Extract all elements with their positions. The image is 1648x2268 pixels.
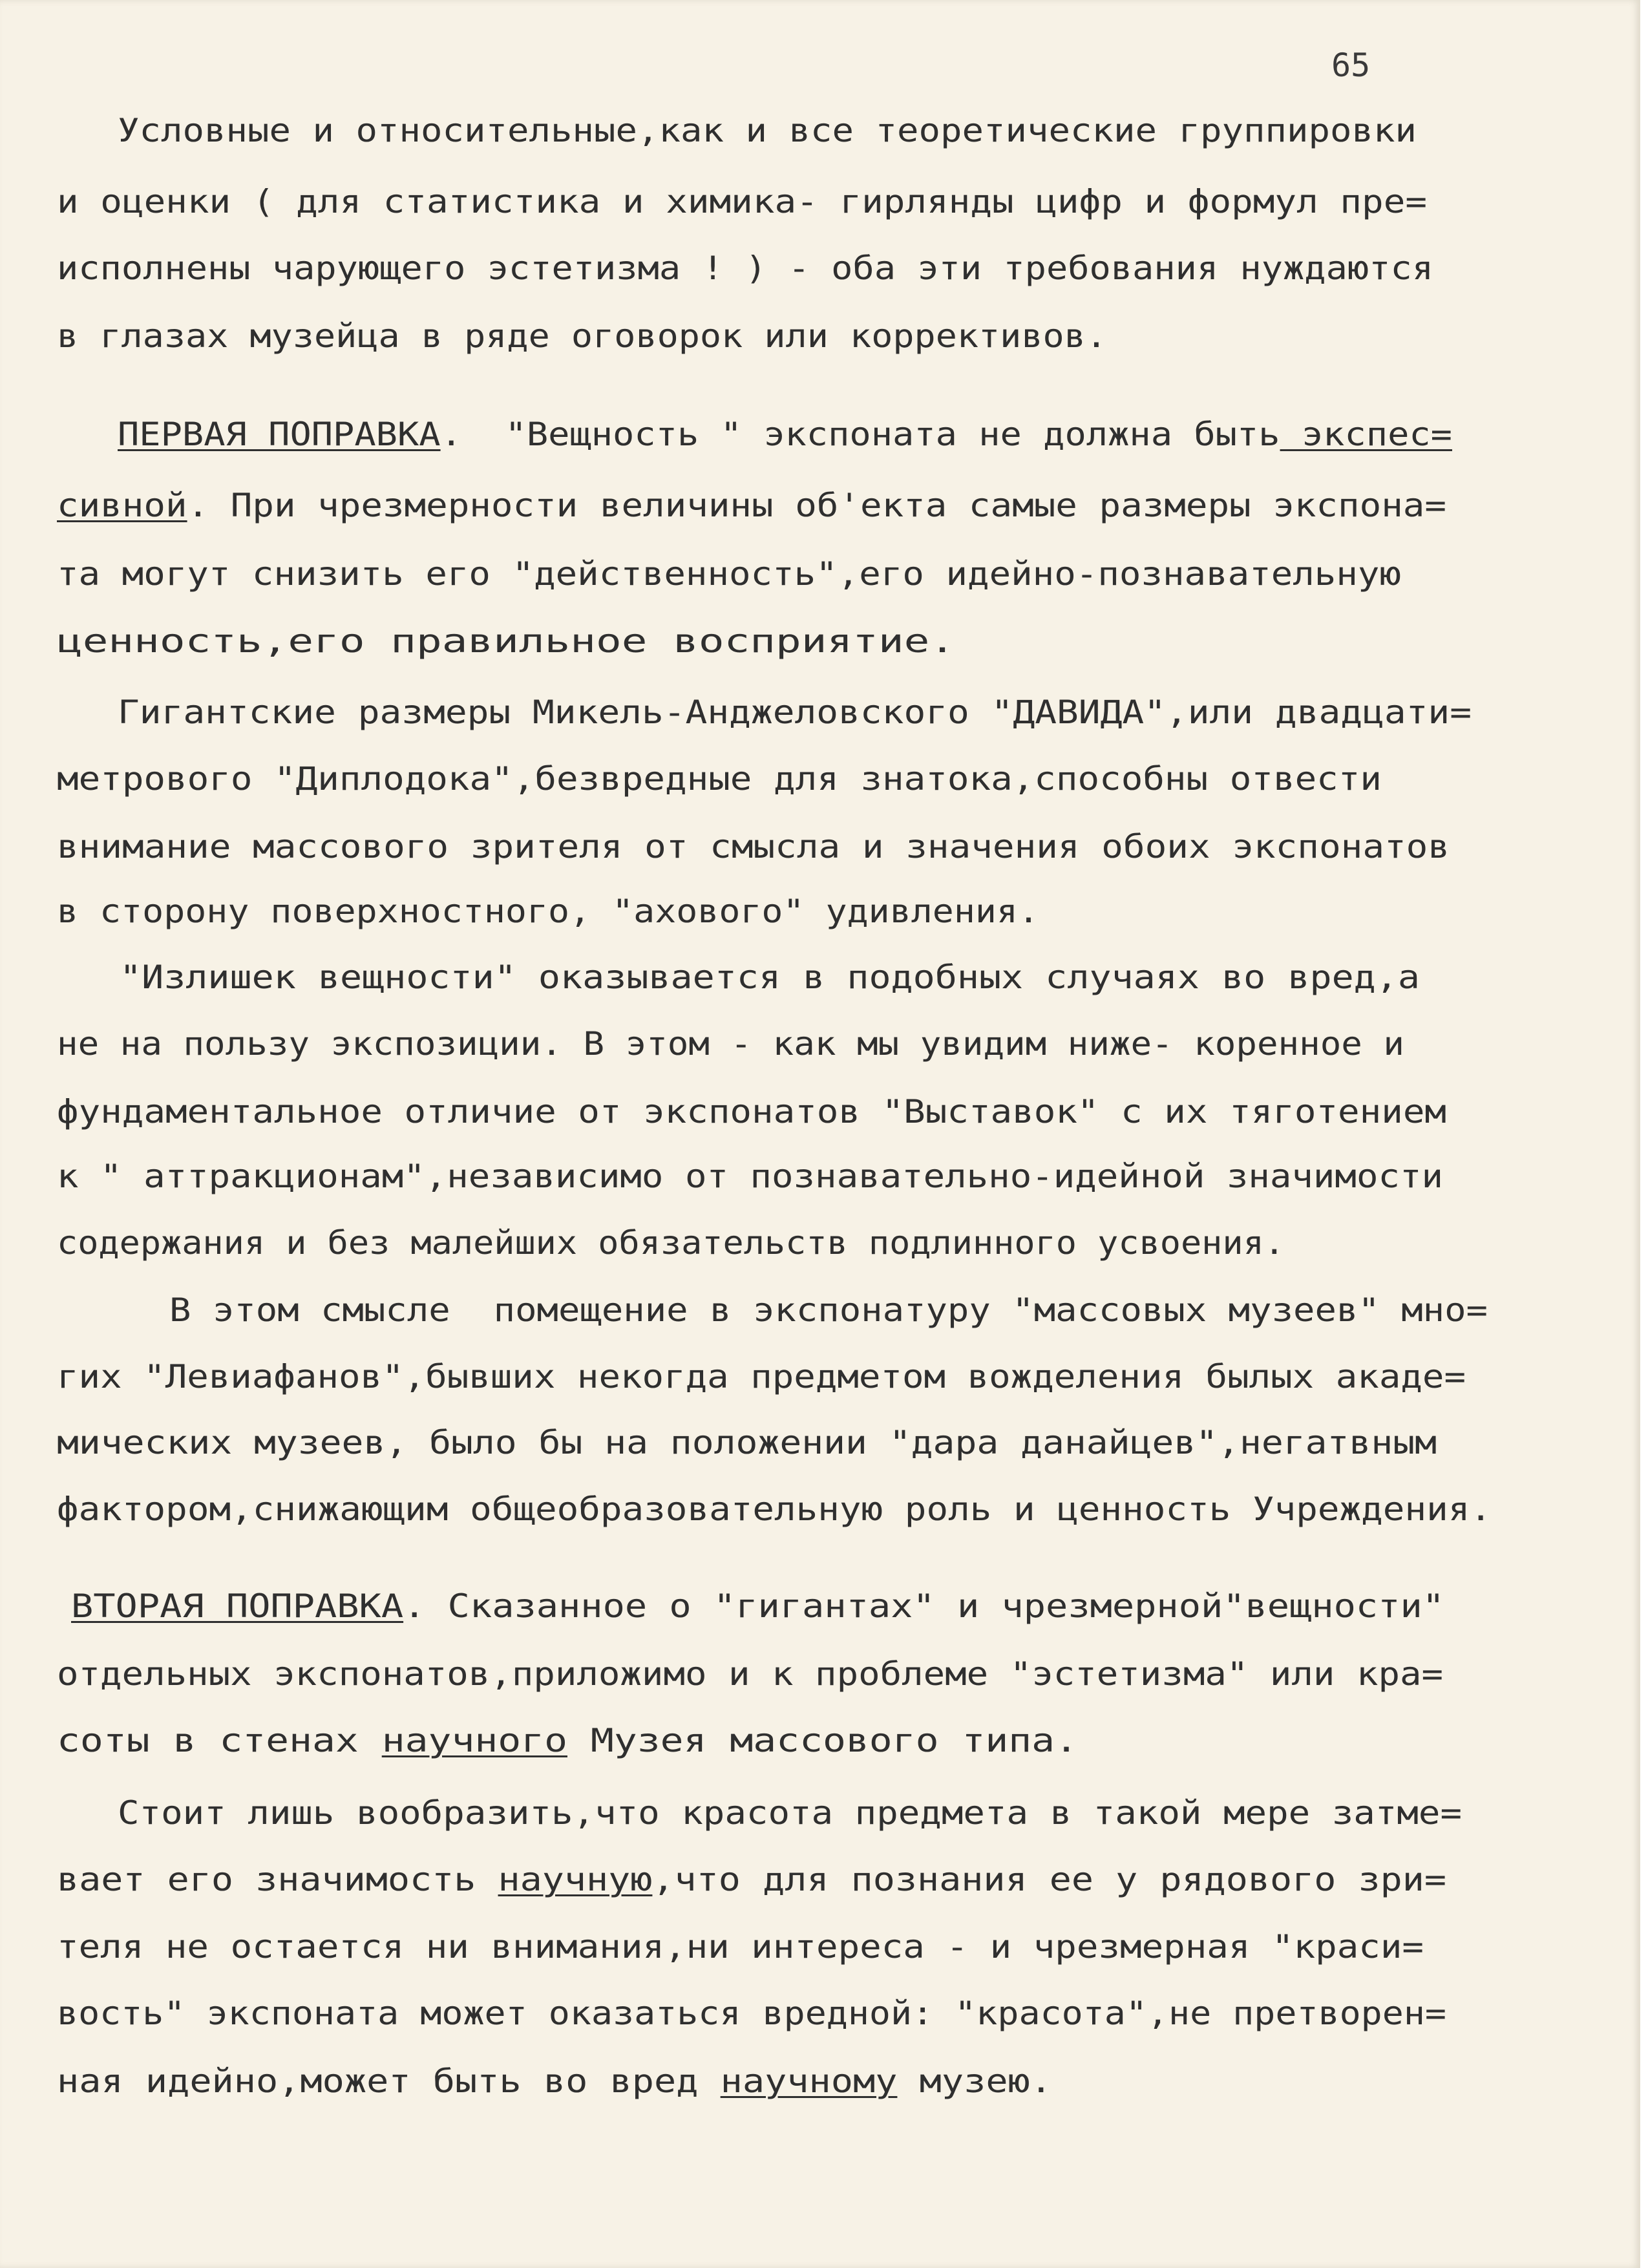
text-run: гих "Левиафанов",бывших некогда предметом вожделения былых акаде=: [57, 1358, 1466, 1395]
text-line: [57, 1655, 1443, 1693]
text-line: [57, 2062, 1052, 2101]
text-line-content: [57, 1655, 1443, 1693]
text-line: [57, 827, 1450, 866]
text-run: к " аттракционам",независимо от познавательно-идейной значимости: [57, 1158, 1443, 1195]
scan-margin: [1640, 0, 1648, 2268]
text-line: [57, 317, 1107, 355]
text-line: [120, 958, 1420, 997]
text-run: вость" экспоната может оказаться вредной: "красота",не претворен=: [57, 1995, 1446, 2032]
text-run: исполнены чарующего эстетизма ! ) - оба эти требования нуждаются: [57, 249, 1433, 287]
text-run: мических музеев, было бы на положении "дара данайцев",негатвным: [57, 1424, 1437, 1461]
text-run: вает его значимость: [57, 1861, 498, 1898]
text-line-content: [57, 1721, 1078, 1760]
text-line: [57, 1721, 1078, 1760]
text-line: [118, 415, 1452, 454]
text-line-content: [57, 1490, 1492, 1529]
text-line-content: [57, 827, 1450, 866]
text-line: [118, 1794, 1462, 1832]
text-line-content: [57, 2062, 1052, 2101]
text-line-content: [57, 249, 1433, 288]
text-run: фактором,снижающим общеобразовательную роль и ценность Учреждения.: [57, 1490, 1492, 1528]
text-run: в глазах музейца в ряде оговорок или коррективов.: [57, 317, 1107, 355]
text-line-content: [57, 1860, 1446, 1899]
text-line: [57, 1024, 1404, 1063]
text-run: ценность,его правильное восприятие.: [57, 622, 955, 660]
text-line-content: [118, 415, 1452, 454]
text-line: [57, 486, 1446, 525]
text-line: [118, 111, 1417, 150]
text-run: . При чрезмерности величины об'екта самые размеры экспона=: [187, 487, 1446, 524]
text-line-content: [118, 111, 1417, 150]
text-line-content: [57, 1927, 1424, 1966]
text-line-content: [57, 1423, 1437, 1462]
text-run: ,что для познания ее у рядового зри=: [652, 1861, 1446, 1898]
text-line-content: [118, 1794, 1462, 1832]
text-run: Стоит лишь вообразить,что красота предмета в такой мере затме=: [118, 1794, 1462, 1832]
text-line-content: [57, 1024, 1404, 1063]
text-line: [57, 182, 1427, 221]
underlined-text: ПЕРВАЯ ПОПРАВКА: [118, 416, 441, 453]
text-line: [57, 892, 1039, 931]
text-run: . "Вещность " экспоната не должна быть: [440, 416, 1280, 453]
text-line: [57, 759, 1382, 798]
text-line: [57, 555, 1401, 593]
text-line-content: [57, 555, 1401, 593]
text-line-content: [57, 317, 1107, 355]
text-line-content: [57, 1224, 1285, 1262]
text-run: внимание массового зрителя от смысла и значения обоих экспонатов: [57, 828, 1450, 865]
text-run: Гигантские размеры Микель-Анджеловского "ДАВИДА",или двадцати=: [118, 694, 1472, 731]
text-line: [57, 1224, 1285, 1262]
text-run: содержания и без малейших обязательств подлинного усвоения.: [57, 1224, 1285, 1262]
underlined-text: научному: [720, 2062, 898, 2100]
text-line: [57, 1927, 1424, 1966]
text-line-content: [57, 486, 1446, 525]
text-run: метрового "Диплодока",безвредные для знатока,способны отвести: [57, 760, 1382, 798]
text-run: Музея массового типа.: [567, 1722, 1078, 1759]
text-line-content: [57, 1994, 1446, 2033]
text-run: соты в стенах: [57, 1722, 382, 1759]
text-line: [169, 1291, 1488, 1330]
text-line: [57, 1490, 1492, 1529]
text-line-content: [57, 1157, 1443, 1196]
underlined-text: ВТОРАЯ ПОПРАВКА: [71, 1587, 404, 1625]
text-run: теля не остается ни внимания,ни интереса - и чрезмерная "краси=: [57, 1928, 1424, 1966]
text-line-content: [169, 1291, 1488, 1330]
text-line-content: [57, 182, 1427, 221]
text-line-content: [57, 1092, 1446, 1131]
text-line: [57, 1357, 1466, 1396]
text-line-content: [57, 622, 955, 661]
text-line-content: [120, 958, 1420, 997]
text-line: [57, 1860, 1446, 1899]
text-line-content: [57, 759, 1382, 798]
text-run: в сторону поверхностного, "ахового" удивления.: [57, 893, 1039, 930]
text-line: [57, 249, 1433, 288]
text-run: и оценки ( для статистика и химика- гирлянды цифр и формул пре=: [57, 183, 1427, 220]
text-run: . Сказанное о "гигантах" и чрезмерной"вещности": [403, 1587, 1444, 1625]
text-run: В этом смысле помещение в экспонатуру "массовых музеев" мно=: [169, 1291, 1488, 1329]
underlined-text: научного: [381, 1722, 567, 1759]
text-line: [57, 1994, 1446, 2033]
text-line-content: [71, 1587, 1444, 1626]
text-run: фундаментальное отличие от экспонатов "Выставок" с их тяготением: [57, 1093, 1446, 1130]
text-line-content: [57, 892, 1039, 931]
text-line-content: [118, 693, 1472, 732]
text-line: [71, 1587, 1444, 1626]
text-line: [57, 1423, 1437, 1462]
text-run: не на пользу экспозиции. В этом - как мы увидим ниже- коренное и: [57, 1025, 1404, 1063]
page-number: 65: [1331, 47, 1371, 84]
underlined-text: экспес=: [1280, 416, 1452, 453]
text-run: Условные и относительные,как и все теоретические группировки: [118, 112, 1417, 149]
text-run: ная идейно,может быть во вред: [57, 2062, 721, 2100]
text-line: [118, 693, 1472, 732]
underlined-text: сивной: [57, 487, 187, 524]
text-line: [57, 1092, 1446, 1131]
text-run: "Излишек вещности" оказывается в подобных случаях во вред,а: [120, 959, 1420, 996]
text-line: [57, 622, 955, 661]
text-line-content: [57, 1357, 1466, 1396]
text-run: та могут снизить его "действенность",его идейно-познавательную: [57, 555, 1401, 593]
underlined-text: научную: [498, 1861, 653, 1898]
text-line: [57, 1157, 1443, 1196]
text-run: отдельных экспонатов,приложимо и к проблеме "эстетизма" или кра=: [57, 1655, 1443, 1693]
text-run: музею.: [897, 2062, 1052, 2100]
